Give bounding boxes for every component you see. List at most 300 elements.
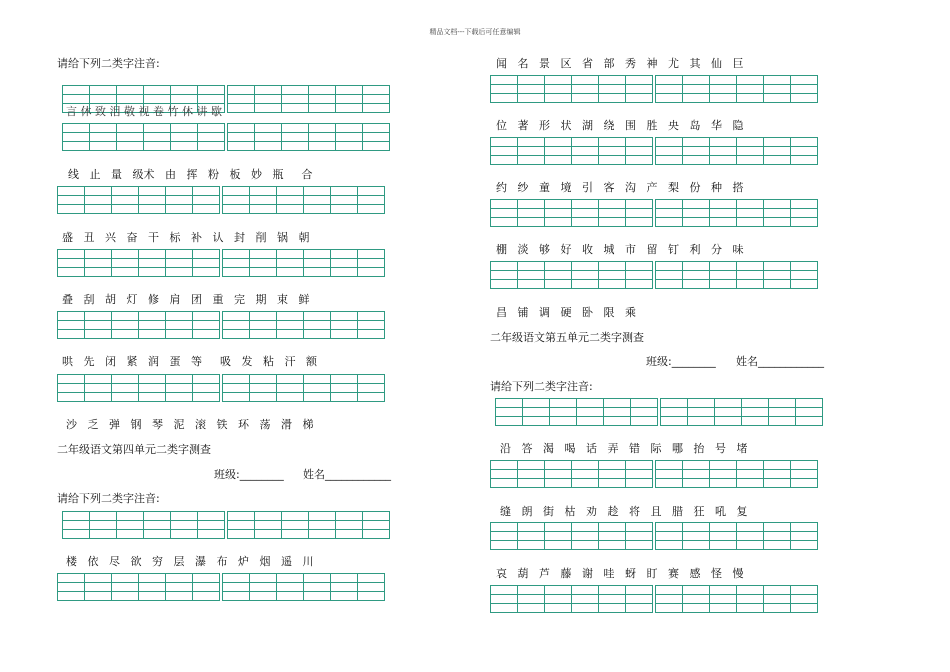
pinyin-cell bbox=[571, 586, 598, 612]
hanzi-char: 际 bbox=[650, 442, 662, 455]
pinyin-cell bbox=[625, 586, 652, 612]
pinyin-cell bbox=[656, 586, 682, 612]
hanzi-char: 城 bbox=[603, 243, 615, 256]
hanzi-char: 止 bbox=[89, 168, 101, 181]
pinyin-cell bbox=[58, 187, 84, 213]
char-row bbox=[500, 506, 758, 517]
grid-group bbox=[490, 522, 653, 550]
hanzi-char: 乘 bbox=[625, 306, 636, 319]
pinyin-cell bbox=[228, 124, 254, 150]
pinyin-cell bbox=[736, 200, 763, 226]
pinyin-cell bbox=[303, 187, 330, 213]
pinyin-cell bbox=[138, 312, 165, 338]
hanzi-char: 由 bbox=[165, 168, 176, 181]
char-row bbox=[496, 244, 754, 255]
hanzi-char: 盯 bbox=[646, 567, 658, 580]
pinyin-cell bbox=[491, 138, 517, 164]
class-label: 班级:________ bbox=[214, 468, 284, 481]
pinyin-cell bbox=[192, 574, 219, 600]
hanzi-char: 湖 bbox=[582, 119, 593, 132]
hanzi-char: 封 bbox=[234, 231, 245, 244]
hanzi-char: 布 bbox=[216, 555, 228, 568]
pinyin-cell bbox=[790, 76, 817, 102]
char-row bbox=[68, 169, 323, 180]
pinyin-cell bbox=[763, 523, 790, 549]
pinyin-cell bbox=[276, 250, 303, 276]
hanzi-char: 挥 bbox=[186, 168, 198, 181]
pinyin-cell bbox=[790, 200, 817, 226]
hanzi-char: 补 bbox=[191, 231, 202, 244]
pinyin-grid bbox=[490, 137, 818, 165]
pinyin-cell bbox=[362, 512, 389, 538]
hanzi-char: 锅 bbox=[277, 231, 288, 244]
pinyin-cell bbox=[84, 187, 111, 213]
pinyin-cell bbox=[763, 200, 790, 226]
pinyin-cell bbox=[89, 512, 116, 538]
hanzi-char: 琴 bbox=[152, 418, 163, 431]
hanzi-char: 肩 bbox=[169, 293, 181, 306]
hanzi-char: 钢 bbox=[130, 418, 142, 431]
pinyin-cell bbox=[491, 461, 517, 487]
pinyin-cell bbox=[741, 399, 768, 425]
hanzi-char: 乏 bbox=[87, 418, 99, 431]
hanzi-char: 叠 bbox=[62, 293, 73, 306]
hanzi-char: 街 bbox=[543, 505, 554, 518]
hanzi-char: 灯 bbox=[126, 293, 138, 306]
grid-group bbox=[227, 511, 390, 539]
pinyin-cell bbox=[544, 461, 571, 487]
hanzi-char: 硬 bbox=[560, 306, 572, 319]
pinyin-cell bbox=[308, 86, 335, 112]
pinyin-cell bbox=[736, 461, 763, 487]
pinyin-cell bbox=[571, 76, 598, 102]
hanzi-char: 先 bbox=[83, 355, 95, 368]
pinyin-cell bbox=[687, 399, 714, 425]
pinyin-cell bbox=[330, 250, 357, 276]
hanzi-char: 修 bbox=[148, 293, 159, 306]
pinyin-cell bbox=[192, 187, 219, 213]
pinyin-cell bbox=[84, 250, 111, 276]
pinyin-cell bbox=[522, 399, 549, 425]
pinyin-cell bbox=[335, 512, 362, 538]
pinyin-cell bbox=[571, 138, 598, 164]
instruction-text: 请给下列二类字注音: bbox=[57, 57, 160, 70]
pinyin-cell bbox=[714, 399, 741, 425]
pinyin-cell bbox=[736, 76, 763, 102]
char-row bbox=[496, 120, 754, 131]
hanzi-char: 隐 bbox=[732, 119, 744, 132]
hanzi-char: 弹 bbox=[109, 418, 120, 431]
pinyin-cell bbox=[111, 312, 138, 338]
class-label: 班级:________ bbox=[646, 355, 716, 368]
hanzi-char: 复 bbox=[736, 505, 748, 518]
hanzi-char: 额 bbox=[306, 355, 317, 368]
pinyin-grid bbox=[57, 186, 385, 214]
hanzi-char: 梨 bbox=[668, 181, 679, 194]
pinyin-cell bbox=[58, 574, 84, 600]
hanzi-char: 弄 bbox=[607, 442, 619, 455]
hanzi-char: 级术 bbox=[132, 168, 155, 181]
pinyin-cell bbox=[598, 586, 625, 612]
char-row bbox=[66, 556, 324, 567]
hanzi-char: 削 bbox=[255, 231, 267, 244]
hanzi-char: 干 bbox=[148, 231, 159, 244]
pinyin-cell bbox=[197, 512, 224, 538]
hanzi-char: 期 bbox=[255, 293, 267, 306]
hanzi-char: 哪 bbox=[672, 442, 683, 455]
hanzi-char: 团 bbox=[191, 293, 202, 306]
pinyin-cell bbox=[682, 76, 709, 102]
pinyin-cell bbox=[768, 399, 795, 425]
pinyin-cell bbox=[357, 574, 384, 600]
pinyin-grid bbox=[57, 249, 385, 277]
pinyin-cell bbox=[709, 586, 736, 612]
pinyin-cell bbox=[89, 124, 116, 150]
pinyin-cell bbox=[228, 86, 254, 112]
hanzi-char: 围 bbox=[625, 119, 636, 132]
hanzi-char: 神 bbox=[646, 57, 658, 70]
pinyin-cell bbox=[281, 124, 308, 150]
pinyin-cell bbox=[763, 461, 790, 487]
pinyin-cell bbox=[58, 250, 84, 276]
pinyin-cell bbox=[763, 586, 790, 612]
hanzi-char: 腊 bbox=[672, 505, 683, 518]
hanzi-char: 吸 bbox=[220, 355, 231, 368]
pinyin-cell bbox=[656, 523, 682, 549]
char-row bbox=[496, 58, 754, 69]
pinyin-cell bbox=[223, 250, 249, 276]
pinyin-cell bbox=[549, 399, 576, 425]
hanzi-char: 朗 bbox=[521, 505, 533, 518]
pinyin-cell bbox=[335, 124, 362, 150]
pinyin-cell bbox=[709, 461, 736, 487]
pinyin-cell bbox=[709, 138, 736, 164]
grid-group bbox=[490, 460, 653, 488]
hanzi-char: 收 bbox=[582, 243, 593, 256]
hanzi-char: 将 bbox=[629, 505, 640, 518]
pinyin-cell bbox=[254, 86, 281, 112]
pinyin-cell bbox=[249, 574, 276, 600]
pinyin-cell bbox=[276, 375, 303, 401]
hanzi-char: 著 bbox=[517, 119, 529, 132]
pinyin-cell bbox=[682, 586, 709, 612]
hanzi-char: 仙 bbox=[711, 57, 722, 70]
pinyin-cell bbox=[682, 523, 709, 549]
pinyin-cell bbox=[763, 138, 790, 164]
hanzi-char: 巨 bbox=[732, 57, 744, 70]
hanzi-char: 慢 bbox=[732, 567, 744, 580]
hanzi-char: 合 bbox=[301, 168, 313, 181]
grid-group bbox=[490, 261, 653, 289]
pinyin-cell bbox=[228, 512, 254, 538]
pinyin-cell bbox=[517, 586, 544, 612]
pinyin-cell bbox=[223, 375, 249, 401]
hanzi-char: 怪 bbox=[711, 567, 722, 580]
hanzi-char: 且 bbox=[650, 505, 662, 518]
pinyin-cell bbox=[598, 138, 625, 164]
pinyin-cell bbox=[491, 523, 517, 549]
grid-group bbox=[655, 75, 818, 103]
hanzi-char: 留 bbox=[646, 243, 658, 256]
pinyin-grid bbox=[62, 511, 390, 539]
hanzi-char: 刮 bbox=[83, 293, 95, 306]
pinyin-cell bbox=[249, 312, 276, 338]
hanzi-char: 话 bbox=[586, 442, 597, 455]
grid-group bbox=[222, 573, 385, 601]
pinyin-cell bbox=[517, 523, 544, 549]
hanzi-char: 号 bbox=[715, 442, 726, 455]
hanzi-char: 妙 bbox=[251, 168, 262, 181]
hanzi-char: 搭 bbox=[732, 181, 744, 194]
grid-group bbox=[655, 522, 818, 550]
pinyin-cell bbox=[544, 262, 571, 288]
pinyin-cell bbox=[544, 586, 571, 612]
pinyin-cell bbox=[143, 512, 170, 538]
char-row bbox=[496, 307, 647, 318]
pinyin-cell bbox=[254, 512, 281, 538]
pinyin-cell bbox=[116, 124, 143, 150]
pinyin-cell bbox=[281, 512, 308, 538]
pinyin-grid bbox=[57, 573, 385, 601]
hanzi-char: 丑 bbox=[83, 231, 95, 244]
pinyin-grid bbox=[490, 460, 818, 488]
pinyin-cell bbox=[335, 86, 362, 112]
hanzi-char: 纱 bbox=[517, 181, 529, 194]
hanzi-char: 葫 bbox=[517, 567, 529, 580]
pinyin-cell bbox=[223, 574, 249, 600]
pinyin-cell bbox=[682, 262, 709, 288]
hanzi-char: 市 bbox=[625, 243, 636, 256]
hanzi-char: 绕 bbox=[603, 119, 615, 132]
pinyin-cell bbox=[709, 523, 736, 549]
grid-group bbox=[222, 249, 385, 277]
pinyin-cell bbox=[223, 187, 249, 213]
hanzi-char: 赛 bbox=[668, 567, 679, 580]
pinyin-cell bbox=[165, 187, 192, 213]
pinyin-grid bbox=[490, 522, 818, 550]
hanzi-char: 种 bbox=[711, 181, 722, 194]
pinyin-cell bbox=[517, 138, 544, 164]
hanzi-char: 华 bbox=[711, 119, 722, 132]
hanzi-char: 紧 bbox=[126, 355, 138, 368]
pinyin-cell bbox=[84, 375, 111, 401]
hanzi-char: 部 bbox=[603, 57, 615, 70]
pinyin-cell bbox=[192, 250, 219, 276]
pinyin-cell bbox=[63, 512, 89, 538]
pinyin-cell bbox=[223, 312, 249, 338]
pinyin-cell bbox=[763, 262, 790, 288]
pinyin-cell bbox=[165, 574, 192, 600]
pinyin-cell bbox=[736, 138, 763, 164]
pinyin-grid bbox=[490, 585, 818, 613]
pinyin-cell bbox=[58, 312, 84, 338]
hanzi-char: 荡 bbox=[259, 418, 271, 431]
pinyin-cell bbox=[192, 312, 219, 338]
hanzi-char: 等 bbox=[191, 355, 202, 368]
pinyin-cell bbox=[111, 574, 138, 600]
pinyin-cell bbox=[496, 399, 522, 425]
pinyin-cell bbox=[790, 523, 817, 549]
hanzi-char: 沟 bbox=[625, 181, 636, 194]
pinyin-cell bbox=[303, 312, 330, 338]
pinyin-cell bbox=[111, 187, 138, 213]
pinyin-cell bbox=[517, 200, 544, 226]
hanzi-char: 粉 bbox=[208, 168, 219, 181]
pinyin-cell bbox=[84, 574, 111, 600]
pinyin-cell bbox=[544, 138, 571, 164]
pinyin-cell bbox=[736, 586, 763, 612]
pinyin-cell bbox=[138, 375, 165, 401]
hanzi-char: 够 bbox=[539, 243, 550, 256]
pinyin-cell bbox=[571, 461, 598, 487]
hanzi-char: 钉 bbox=[668, 243, 679, 256]
grid-group bbox=[660, 398, 823, 426]
pinyin-cell bbox=[544, 76, 571, 102]
pinyin-cell bbox=[682, 461, 709, 487]
hanzi-char: 滚 bbox=[195, 418, 206, 431]
hanzi-char: 产 bbox=[646, 181, 658, 194]
grid-group bbox=[62, 123, 225, 151]
pinyin-cell bbox=[58, 375, 84, 401]
hanzi-char: 哀 bbox=[496, 567, 507, 580]
hanzi-char: 形 bbox=[539, 119, 550, 132]
pinyin-grid bbox=[490, 75, 818, 103]
hanzi-char: 分 bbox=[711, 243, 722, 256]
hanzi-char: 藤 bbox=[560, 567, 572, 580]
pinyin-cell bbox=[197, 124, 224, 150]
unit5-title: 二年级语文第五单元二类字测查 bbox=[490, 331, 644, 344]
char-row bbox=[496, 182, 754, 193]
hanzi-char: 区 bbox=[560, 57, 572, 70]
pinyin-cell bbox=[357, 250, 384, 276]
pinyin-cell bbox=[709, 76, 736, 102]
pinyin-cell bbox=[709, 262, 736, 288]
pinyin-cell bbox=[571, 523, 598, 549]
hanzi-char: 烟 bbox=[259, 555, 271, 568]
hanzi-char: 泥 bbox=[173, 418, 185, 431]
pinyin-cell bbox=[598, 76, 625, 102]
instruction-text: 请给下列二类字注音: bbox=[57, 492, 160, 505]
pinyin-cell bbox=[165, 250, 192, 276]
pinyin-cell bbox=[357, 375, 384, 401]
hanzi-char: 喝 bbox=[564, 442, 576, 455]
pinyin-cell bbox=[308, 512, 335, 538]
hanzi-char: 趁 bbox=[607, 505, 619, 518]
grid-group bbox=[57, 186, 220, 214]
hanzi-char: 楼 bbox=[66, 555, 77, 568]
hanzi-char: 铁 bbox=[216, 418, 228, 431]
pinyin-cell bbox=[170, 512, 197, 538]
pinyin-cell bbox=[330, 375, 357, 401]
hanzi-char: 滑 bbox=[281, 418, 292, 431]
hanzi-char: 环 bbox=[238, 418, 249, 431]
hanzi-char: 尽 bbox=[109, 555, 120, 568]
hanzi-char: 枯 bbox=[564, 505, 576, 518]
hanzi-char: 汗 bbox=[284, 355, 296, 368]
pinyin-cell bbox=[544, 523, 571, 549]
pinyin-cell bbox=[111, 375, 138, 401]
hanzi-char: 蚜 bbox=[625, 567, 636, 580]
pinyin-cell bbox=[709, 200, 736, 226]
hanzi-char: 芦 bbox=[539, 567, 550, 580]
grid-group bbox=[57, 249, 220, 277]
grid-group bbox=[655, 585, 818, 613]
pinyin-cell bbox=[165, 312, 192, 338]
grid-group bbox=[57, 573, 220, 601]
pinyin-cell bbox=[138, 250, 165, 276]
pinyin-cell bbox=[517, 76, 544, 102]
hanzi-char: 抬 bbox=[693, 442, 705, 455]
pinyin-cell bbox=[736, 523, 763, 549]
char-row bbox=[496, 568, 754, 579]
hanzi-char: 层 bbox=[173, 555, 185, 568]
pinyin-cell bbox=[491, 262, 517, 288]
pinyin-cell bbox=[790, 586, 817, 612]
hanzi-char: 味 bbox=[732, 243, 744, 256]
pinyin-grid bbox=[57, 311, 385, 339]
hanzi-char: 铺 bbox=[517, 306, 529, 319]
pinyin-cell bbox=[790, 461, 817, 487]
hanzi-char: 份 bbox=[689, 181, 701, 194]
hanzi-char: 央 bbox=[668, 119, 679, 132]
hanzi-char: 蛋 bbox=[169, 355, 181, 368]
hanzi-char: 奋 bbox=[126, 231, 138, 244]
hanzi-char: 线 bbox=[68, 168, 79, 181]
hanzi-char: 淡 bbox=[517, 243, 529, 256]
grid-group bbox=[57, 311, 220, 339]
header-note: 精品文档---下载后可任意编辑 bbox=[429, 28, 521, 36]
hanzi-char: 好 bbox=[560, 243, 572, 256]
pinyin-cell bbox=[357, 187, 384, 213]
hanzi-char: 兴 bbox=[105, 231, 116, 244]
hanzi-char: 岛 bbox=[689, 119, 701, 132]
pinyin-cell bbox=[303, 375, 330, 401]
pinyin-grid bbox=[495, 398, 823, 426]
hanzi-char: 其 bbox=[689, 57, 701, 70]
pinyin-cell bbox=[656, 76, 682, 102]
grid-group bbox=[62, 511, 225, 539]
pinyin-cell bbox=[790, 262, 817, 288]
pinyin-cell bbox=[170, 124, 197, 150]
hanzi-char: 约 bbox=[496, 181, 507, 194]
hanzi-char: 瀑 bbox=[195, 555, 206, 568]
pinyin-cell bbox=[491, 200, 517, 226]
hanzi-char: 景 bbox=[539, 57, 550, 70]
pinyin-cell bbox=[625, 461, 652, 487]
pinyin-cell bbox=[330, 187, 357, 213]
grid-group bbox=[227, 123, 390, 151]
hanzi-char: 限 bbox=[603, 306, 615, 319]
hanzi-char: 错 bbox=[629, 442, 640, 455]
pinyin-cell bbox=[138, 187, 165, 213]
name-label: 姓名____________ bbox=[736, 355, 824, 368]
hanzi-char: 梯 bbox=[302, 418, 314, 431]
hanzi-char: 川 bbox=[302, 555, 314, 568]
pinyin-cell bbox=[249, 250, 276, 276]
hanzi-char: 盛 bbox=[62, 231, 73, 244]
pinyin-grid bbox=[62, 123, 390, 151]
pinyin-cell bbox=[330, 312, 357, 338]
hanzi-char: 束 bbox=[277, 293, 288, 306]
pinyin-cell bbox=[276, 187, 303, 213]
char-row bbox=[66, 419, 324, 430]
pinyin-cell bbox=[682, 200, 709, 226]
hanzi-char: 感 bbox=[689, 567, 701, 580]
pinyin-cell bbox=[63, 124, 89, 150]
name-label: 姓名____________ bbox=[303, 468, 391, 481]
hanzi-char: 瓶 bbox=[272, 168, 284, 181]
pinyin-cell bbox=[571, 262, 598, 288]
